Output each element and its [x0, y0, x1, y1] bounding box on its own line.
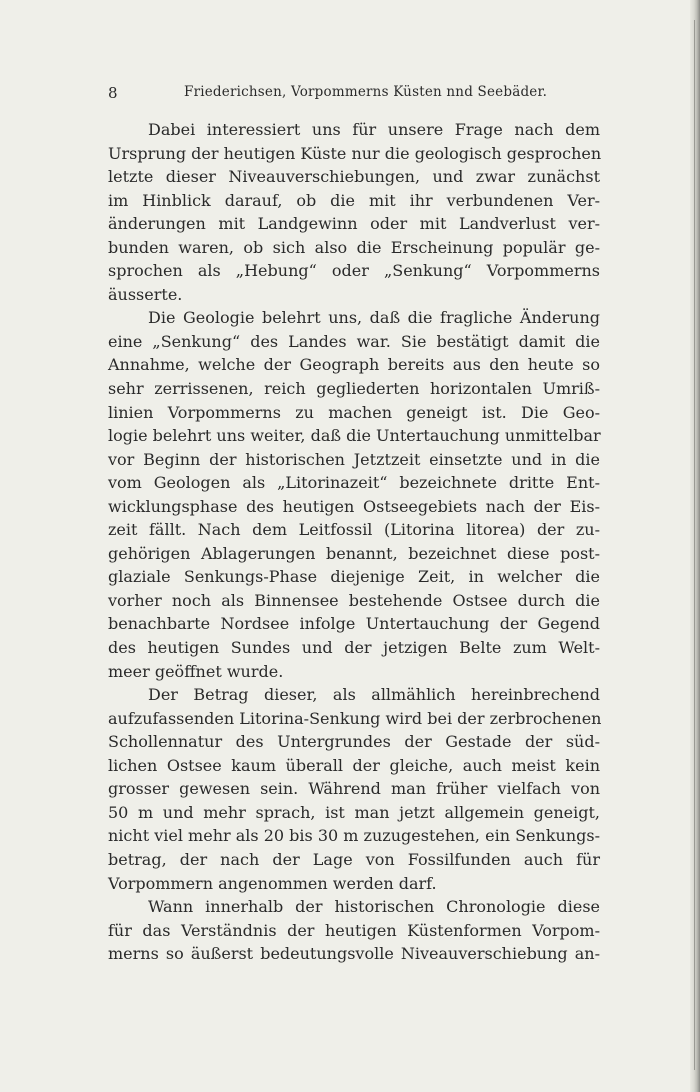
text-line: Ursprung der heutigen Küste nur die geologisch gesprochen	[108, 143, 602, 163]
text-line: betrag, der nach der Lage von Fossilfunden auch für	[108, 849, 600, 869]
running-header	[108, 84, 600, 104]
text-line: linien Vorpommerns zu machen geneigt ist. Die Geo-	[108, 402, 600, 422]
text-line: eine „Senkung“ des Landes war. Sie bestätigt damit die	[108, 331, 600, 351]
text-line: änderungen mit Landgewinn oder mit Landverlust ver-	[108, 214, 600, 234]
paragraph	[108, 683, 600, 895]
text-line: sehr zerrissenen, reich gegliederten horizontalen Umriß-	[108, 379, 600, 399]
text-line: vorher noch als Binnensee bestehende Ostsee durch die	[108, 590, 600, 610]
text-line: nicht viel mehr als 20 bis 30 m zuzugestehen, ein Senkungs-	[108, 826, 600, 846]
text-line: grosser gewesen sein. Während man früher vielfach von	[108, 779, 600, 799]
text-line: Die Geologie belehrt uns, daß die fragliche Änderung	[148, 308, 600, 328]
text-line: äusserte.	[108, 284, 183, 304]
text-line: im Hinblick darauf, ob die mit ihr verbundenen Ver-	[108, 190, 600, 210]
text-line: Schollennatur des Untergrundes der Gestade der süd-	[108, 732, 600, 752]
text-line: aufzufassenden Litorina-Senkung wird bei der zerbrochenen	[108, 708, 602, 728]
text-line: für das Verständnis der heutigen Küstenformen Vorpom-	[108, 920, 600, 940]
text-line: Der Betrag dieser, als allmählich hereinbrechend	[148, 685, 600, 705]
text-line: benachbarte Nordsee infolge Untertauchung der Gegend	[108, 614, 600, 634]
page-edge	[690, 0, 700, 1092]
text-line: vom Geologen als „Litorinazeit“ bezeichnete dritte Ent-	[108, 473, 600, 493]
text-line: merns so äußerst bedeutungsvolle Niveauverschiebung an-	[108, 944, 600, 964]
running-title: Friederichsen, Vorpommerns Küsten nnd Seebäder.	[184, 84, 548, 100]
text-line: Wann innerhalb der historischen Chronologie diese	[148, 897, 600, 917]
text-line: gehörigen Ablagerungen benannt, bezeichnet diese post-	[108, 543, 600, 563]
text-line: meer geöffnet wurde.	[108, 661, 284, 681]
text-line: zeit fällt. Nach dem Leitfossil (Litorina litorea) der zu-	[108, 520, 600, 540]
text-line: sprochen als „Hebung“ oder „Senkung“ Vorpommerns	[108, 261, 600, 281]
paragraph	[108, 895, 600, 966]
text-line: bunden waren, ob sich also die Erscheinung populär ge-	[108, 237, 600, 257]
text-line: wicklungsphase des heutigen Ostseegebiets nach der Eis-	[108, 496, 600, 516]
page-edge-line	[694, 20, 695, 1070]
paragraph	[108, 118, 600, 306]
text-line: vor Beginn der historischen Jetztzeit einsetzte und in die	[108, 449, 600, 469]
text-line: Annahme, welche der Geograph bereits aus den heute so	[108, 355, 600, 375]
text-line: glaziale Senkungs-Phase diejenige Zeit, in welcher die	[108, 567, 600, 587]
text-line: lichen Ostsee kaum überall der gleiche, auch meist kein	[108, 755, 600, 775]
text-line: Vorpommern angenommen werden darf.	[108, 873, 437, 893]
paragraph	[108, 306, 600, 683]
text-line: 50 m und mehr sprach, ist man jetzt allgemein geneigt,	[108, 802, 600, 822]
page-number: 8	[108, 84, 118, 102]
text-line: des heutigen Sundes und der jetzigen Belte zum Welt-	[108, 638, 600, 658]
text-line: logie belehrt uns weiter, daß die Untertauchung unmittelbar	[108, 426, 601, 446]
text-line: letzte dieser Niveauverschiebungen, und zwar zunächst	[108, 167, 600, 187]
text-line: Dabei interessiert uns für unsere Frage nach dem	[148, 120, 600, 139]
body-text	[108, 118, 600, 966]
